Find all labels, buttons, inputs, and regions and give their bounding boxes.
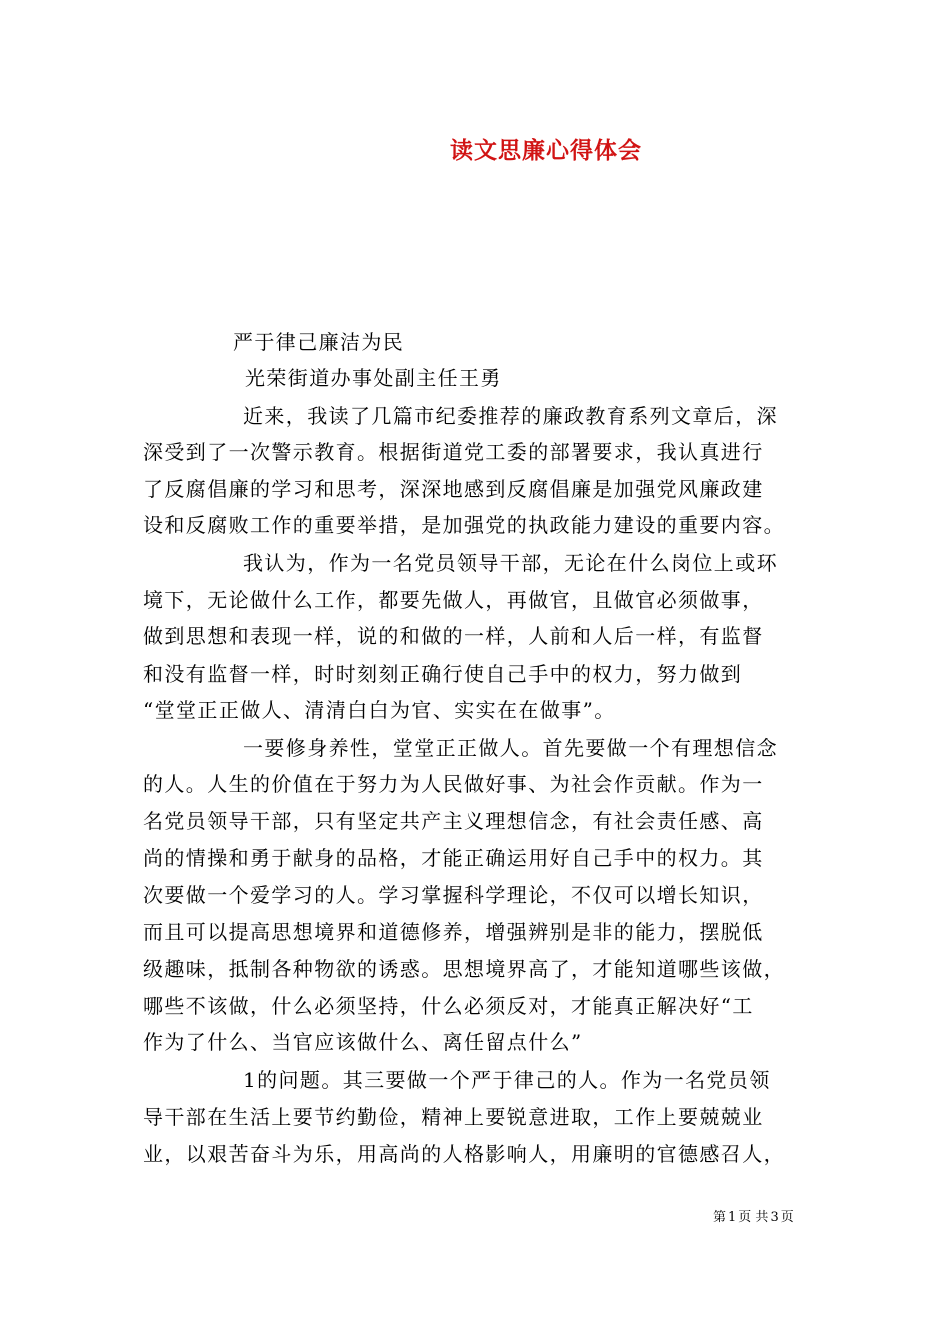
body-line: 1的问题。其三要做一个严于律己的人。作为一名党员领: [243, 1068, 771, 1092]
body-line: 作为了什么、当官应该做什么、离任留点什么”: [143, 1030, 583, 1054]
body-line: 尚的情操和勇于献身的品格，才能正确运用好自己手中的权力。其: [143, 846, 764, 870]
body-line: 导干部在生活上要节约勤俭，精神上要锐意进取，工作上要兢兢业: [143, 1105, 764, 1129]
body-line: 我认为，作为一名党员领导干部，无论在什么岗位上或环: [243, 551, 778, 575]
document-author: 光荣街道办事处副主任王勇: [245, 366, 502, 390]
body-line: 的人。人生的价值在于努力为人民做好事、为社会作贡献。作为一: [143, 772, 764, 796]
body-line: 做到思想和表现一样，说的和做的一样，人前和人后一样，有监督: [143, 624, 764, 648]
document-title: 读文思廉心得体会: [450, 138, 642, 164]
body-line: 近来，我读了几篇市纪委推荐的廉政教育系列文章后，深: [243, 404, 778, 428]
body-line: 了反腐倡廉的学习和思考，深深地感到反腐倡廉是加强党风廉政建: [143, 477, 764, 501]
page-number-current: 1: [728, 1210, 737, 1225]
document-subtitle: 严于律己廉洁为民: [233, 330, 405, 354]
body-line: 级趣味，抵制各种物欲的诱惑。思想境界高了，才能知道哪些该做，: [143, 957, 785, 981]
body-line: 哪些不该做，什么必须坚持，什么必须反对，才能真正解决好“工: [143, 994, 754, 1018]
body-line: 深受到了一次警示教育。根据街道党工委的部署要求，我认真进行: [143, 440, 764, 464]
page-number-mid: 页 共: [738, 1210, 769, 1225]
body-line: 设和反腐败工作的重要举措，是加强党的执政能力建设的重要内容。: [143, 513, 785, 537]
page-number-suffix: 页: [780, 1210, 794, 1225]
body-line: 业，以艰苦奋斗为乐，用高尚的人格影响人，用廉明的官德感召人，: [143, 1142, 785, 1166]
body-line: 和没有监督一样，时时刻刻正确行使自己手中的权力，努力做到: [143, 662, 743, 686]
body-line: 名党员领导干部，只有坚定共产主义理想信念，有社会责任感、高: [143, 809, 764, 833]
page-number-prefix: 第: [713, 1210, 727, 1225]
body-line: “堂堂正正做人、清清白白为官、实实在在做事”。: [143, 698, 616, 722]
body-line: 而且可以提高思想境界和道德修养，增强辨别是非的能力，摆脱低: [143, 920, 764, 944]
body-line: 境下，无论做什么工作，都要先做人，再做官，且做官必须做事，: [143, 588, 764, 612]
page-number: [712, 1206, 795, 1225]
body-line: 次要做一个爱学习的人。学习掌握科学理论，不仅可以增长知识，: [143, 883, 764, 907]
page-number-total: 3: [770, 1210, 779, 1225]
body-line: 一要修身养性，堂堂正正做人。首先要做一个有理想信念: [243, 736, 778, 760]
